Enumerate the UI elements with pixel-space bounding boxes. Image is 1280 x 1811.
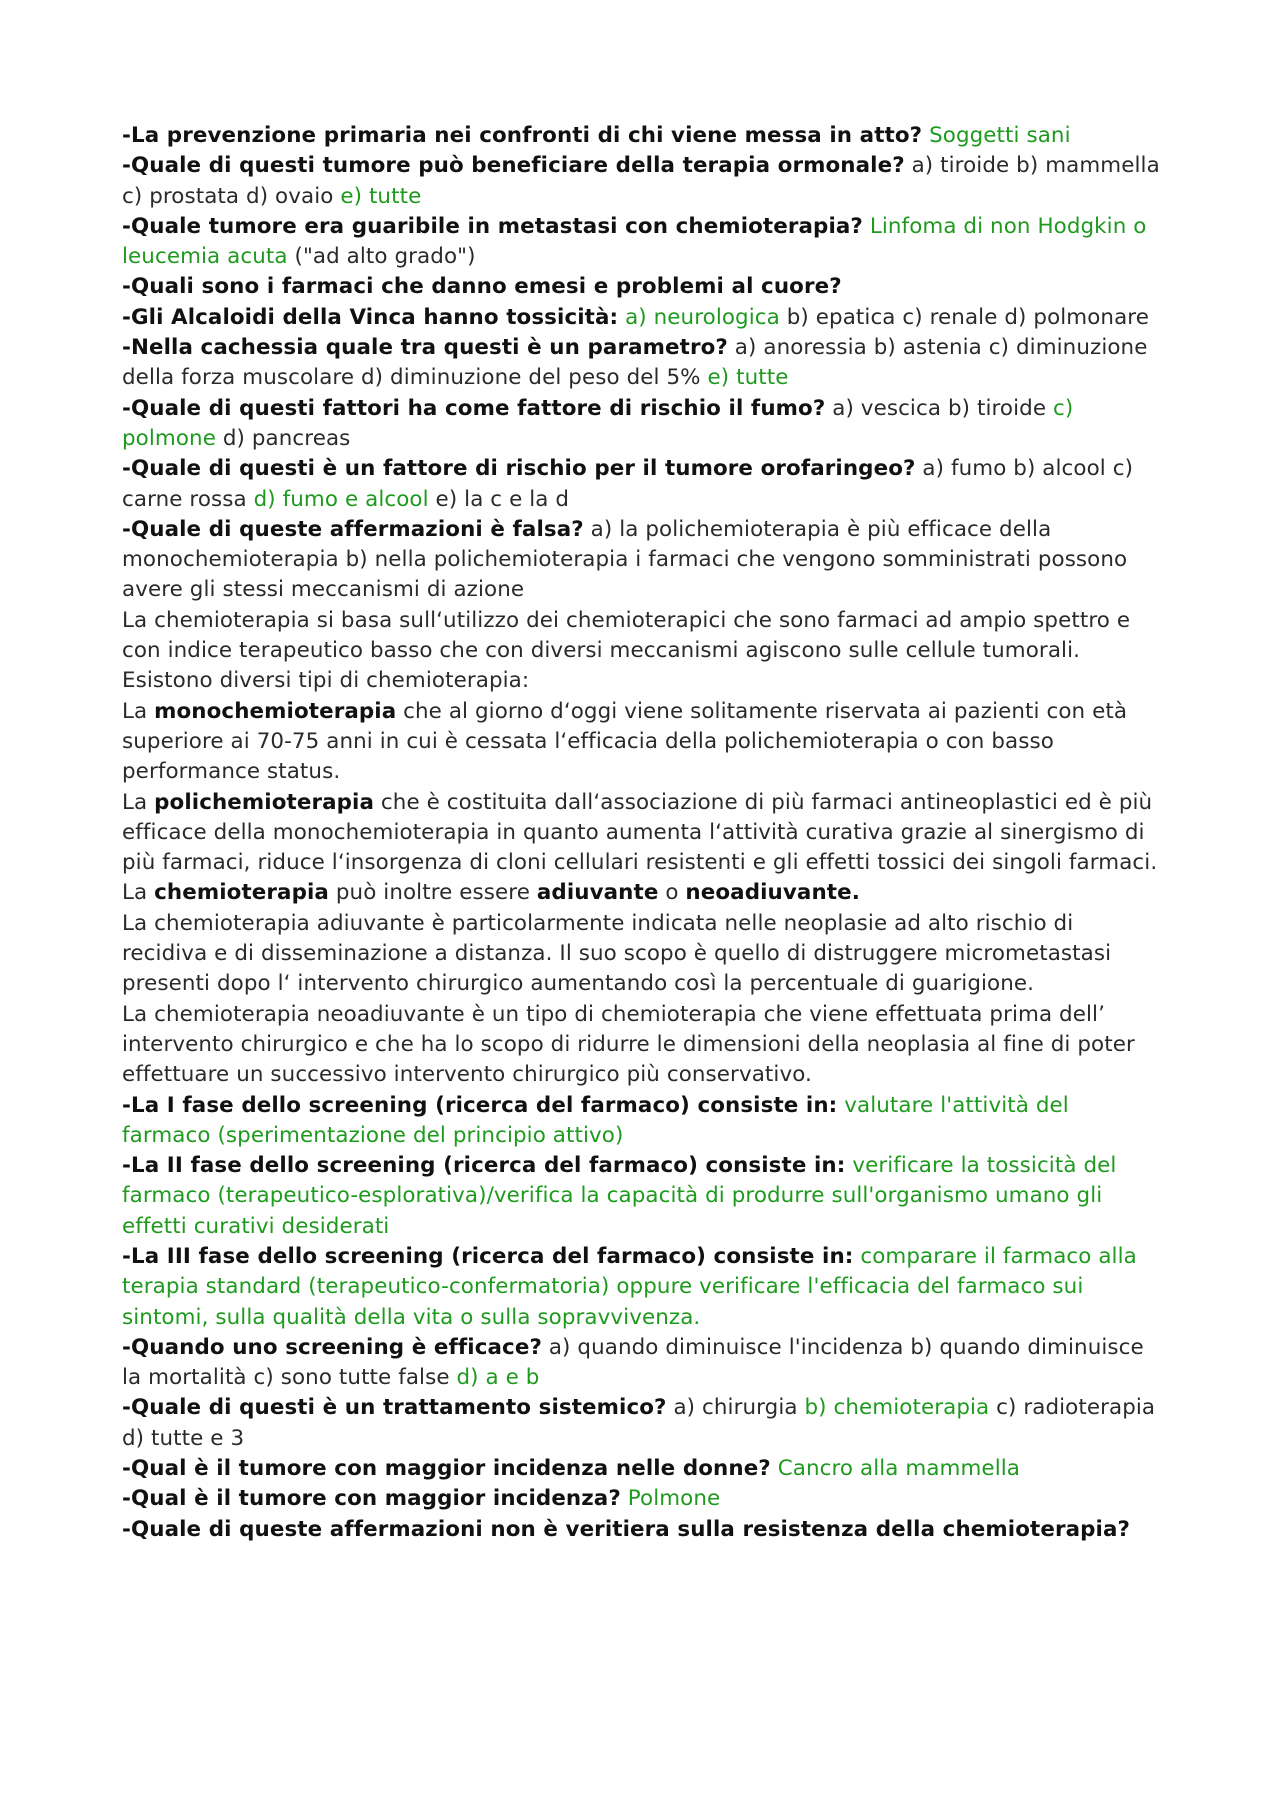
quiz-question-q-prevenzione-primaria: [122, 121, 1162, 151]
body-text: può inoltre essere: [328, 880, 537, 906]
answer-text: comparare il farmaco alla terapia standard (terapeutico-confermatoria) oppure verificare l'efficacia del farmaco sui sintomi, sulla qualità della vita o sulla sopravvivenza.: [122, 1243, 1137, 1330]
question-text: -Quale di questi è un fattore di rischio per il tumore orofaringeo?: [122, 456, 916, 482]
text-paragraph-p-tipi-chemioterapia: [122, 666, 1162, 696]
quiz-question-q-terapia-ormonale: [122, 151, 1162, 212]
text-paragraph-p-monochemioterapia: [122, 697, 1162, 788]
answer-text: Linfoma di non Hodgkin o leucemia acuta: [122, 213, 1147, 270]
body-text: o: [658, 880, 686, 906]
body-text: a) la polichemioterapia è più efficace della monochemioterapia b) nella polichemioterapia i farmaci che vengono somministrati possono avere gli stessi meccanismi di azione: [122, 516, 1128, 603]
answer-text: Polmone: [627, 1486, 721, 1512]
question-text: -Gli Alcaloidi della Vinca hanno tossicità:: [122, 304, 619, 330]
quiz-question-q-resistenza: [122, 1515, 1162, 1545]
question-text: -La II fase dello screening (ricerca del farmaco) consiste in:: [122, 1153, 846, 1179]
answer-text: valutare l'attività del farmaco (sperimentazione del principio attivo): [122, 1092, 1069, 1148]
question-text: -Quale tumore era guaribile in metastasi con chemioterapia?: [122, 213, 863, 239]
body-text: La chemioterapia adiuvante è particolarmente indicata nelle neoplasie ad alto rischio di recidiva e di disseminazione a distanza. Il suo scopo è quello di distruggere micrometastasi presenti dopo l‘ intervento chirurgico aumentando così la percentuale di guarigione.: [122, 910, 1112, 997]
quiz-question-q-guaribile-metastasi: [122, 212, 1162, 273]
question-text: -Quando uno screening è efficace?: [122, 1334, 542, 1360]
quiz-question-q-fase-3: [122, 1242, 1162, 1333]
quiz-question-q-incidenza-donne: [122, 1454, 1162, 1484]
quiz-question-q-orofaringeo: [122, 454, 1162, 515]
bold-term: monochemioterapia: [154, 698, 397, 724]
answer-text: e) tutte: [340, 183, 422, 209]
body-text: a) tiroide b) mammella c) prostata d) ovaio: [122, 153, 1160, 209]
answer-text: c) polmone: [122, 395, 1074, 451]
body-text: La chemioterapia neoadiuvante è un tipo di chemioterapia che viene effettuata prima dell’ intervento chirurgico e che ha lo scopo di ridurre le dimensioni della neoplasia al fine di poter effettuare un successivo intervento chirurgico più conservativo.: [122, 1001, 1135, 1088]
question-text: -Quali sono i farmaci che danno emesi e problemi al cuore?: [122, 274, 842, 300]
quiz-question-q-fase-1: [122, 1091, 1162, 1152]
quiz-question-q-trattamento-sistemico: [122, 1393, 1162, 1454]
body-text: a) vescica b) tiroide: [825, 395, 1053, 421]
text-paragraph-p-adiuvante: [122, 909, 1162, 1000]
body-text: b) epatica c) renale d) polmonare: [779, 304, 1149, 330]
question-text: -Quale di queste affermazioni è falsa?: [122, 516, 584, 542]
body-text: [621, 1486, 628, 1511]
question-text: -Quale di questi fattori ha come fattore di rischio il fumo?: [122, 395, 826, 421]
body-text: La chemioterapia si basa sull‘utilizzo dei chemioterapici che sono farmaci ad ampio spettro e con indice terapeutico basso che con diversi meccanismi agiscono sulle cellule tumorali.: [122, 607, 1131, 664]
body-text: a) quando diminuisce l'incidenza b) quando diminuisce la mortalità c) sono tutte false: [122, 1334, 1144, 1391]
answer-text: b) chemioterapia: [804, 1395, 990, 1421]
bold-term: polichemioterapia: [154, 789, 375, 815]
body-text: La: [122, 698, 155, 724]
quiz-question-q-incidenza: [122, 1484, 1162, 1514]
text-paragraph-p-chemioterapia-base: [122, 606, 1162, 667]
body-text: e) la c e la d: [428, 486, 570, 512]
bold-term: neoadiuvante.: [685, 880, 860, 906]
bold-term: adiuvante: [536, 880, 659, 906]
body-text: [863, 214, 870, 239]
question-text: -La III fase dello screening (ricerca del farmaco) consiste in:: [122, 1243, 854, 1269]
answer-text: a) neurologica: [625, 304, 780, 330]
quiz-question-q-screening-efficace: [122, 1333, 1162, 1394]
answer-text: e) tutte: [707, 365, 789, 391]
quiz-question-q-fase-2: [122, 1151, 1162, 1242]
quiz-question-q-affermazione-falsa: [122, 515, 1162, 606]
body-text: La: [122, 880, 155, 906]
body-text: che è costituita dall‘associazione di più farmaci antineoplastici ed è più efficace della monochemioterapia in quanto aumenta l‘attività curativa grazie al sinergismo di più farmaci, riduce l‘insorgenza di cloni cellulari resistenti e gli effetti tossici dei singoli farmaci.: [122, 789, 1158, 876]
question-text: -Quale di questi è un trattamento sistemico?: [122, 1395, 667, 1421]
body-text: a) anoressia b) astenia c) diminuzione della forza muscolare d) diminuzione del peso del 5%: [122, 335, 1148, 391]
question-text: -Nella cachessia quale tra questi è un parametro?: [122, 335, 728, 361]
text-paragraph-p-neoadiuvante: [122, 1000, 1162, 1091]
question-text: -Qual è il tumore con maggior incidenza nelle donne?: [122, 1456, 771, 1482]
answer-text: verificare la tossicità del farmaco (terapeutico-esplorativa)/verifica la capacità di produrre sull'organismo umano gli effetti curativi desiderati: [122, 1153, 1117, 1239]
bold-term: chemioterapia: [154, 880, 329, 906]
quiz-question-q-emesi-cuore: [122, 272, 1162, 302]
text-paragraph-p-polichemioterapia: [122, 788, 1162, 879]
answer-text: Soggetti sani: [929, 123, 1071, 148]
question-text: -Quale di questi tumore può beneficiare della terapia ormonale?: [122, 153, 905, 179]
body-text: Esistono diversi tipi di chemioterapia:: [122, 668, 530, 694]
body-text: c) radioterapia d) tutte e 3: [122, 1395, 1156, 1451]
question-text: -La prevenzione primaria nei confronti di chi viene messa in atto?: [122, 123, 923, 148]
body-text: ("ad alto grado"): [287, 244, 476, 270]
question-text: -Qual è il tumore con maggior incidenza?: [122, 1486, 621, 1512]
body-text: [771, 1456, 778, 1481]
body-text: a) chirurgia: [666, 1395, 805, 1421]
body-text: che al giorno d‘oggi viene solitamente riservata ai pazienti con età superiore ai 70-75 anni in cui è cessata l‘efficacia della polichemioterapia o con basso performance status.: [122, 698, 1128, 785]
quiz-question-q-alcaloidi-vinca: [122, 303, 1162, 333]
document-page: [122, 121, 1162, 1545]
body-text: a) fumo b) alcool c) carne rossa: [122, 456, 1134, 512]
answer-text: d) fumo e alcool: [253, 486, 429, 512]
quiz-question-q-cachessia: [122, 333, 1162, 394]
text-paragraph-p-adiuvante-neoadiuvante: [122, 878, 1162, 908]
body-text: d) pancreas: [215, 425, 351, 451]
answer-text: d) a e b: [456, 1365, 540, 1391]
body-text: La: [122, 789, 155, 815]
answer-text: Cancro alla mammella: [777, 1456, 1020, 1482]
quiz-question-q-fumo-fattore: [122, 394, 1162, 455]
question-text: -Quale di queste affermazioni non è veritiera sulla resistenza della chemioterapia?: [122, 1516, 1131, 1542]
question-text: -La I fase dello screening (ricerca del farmaco) consiste in:: [122, 1092, 838, 1118]
